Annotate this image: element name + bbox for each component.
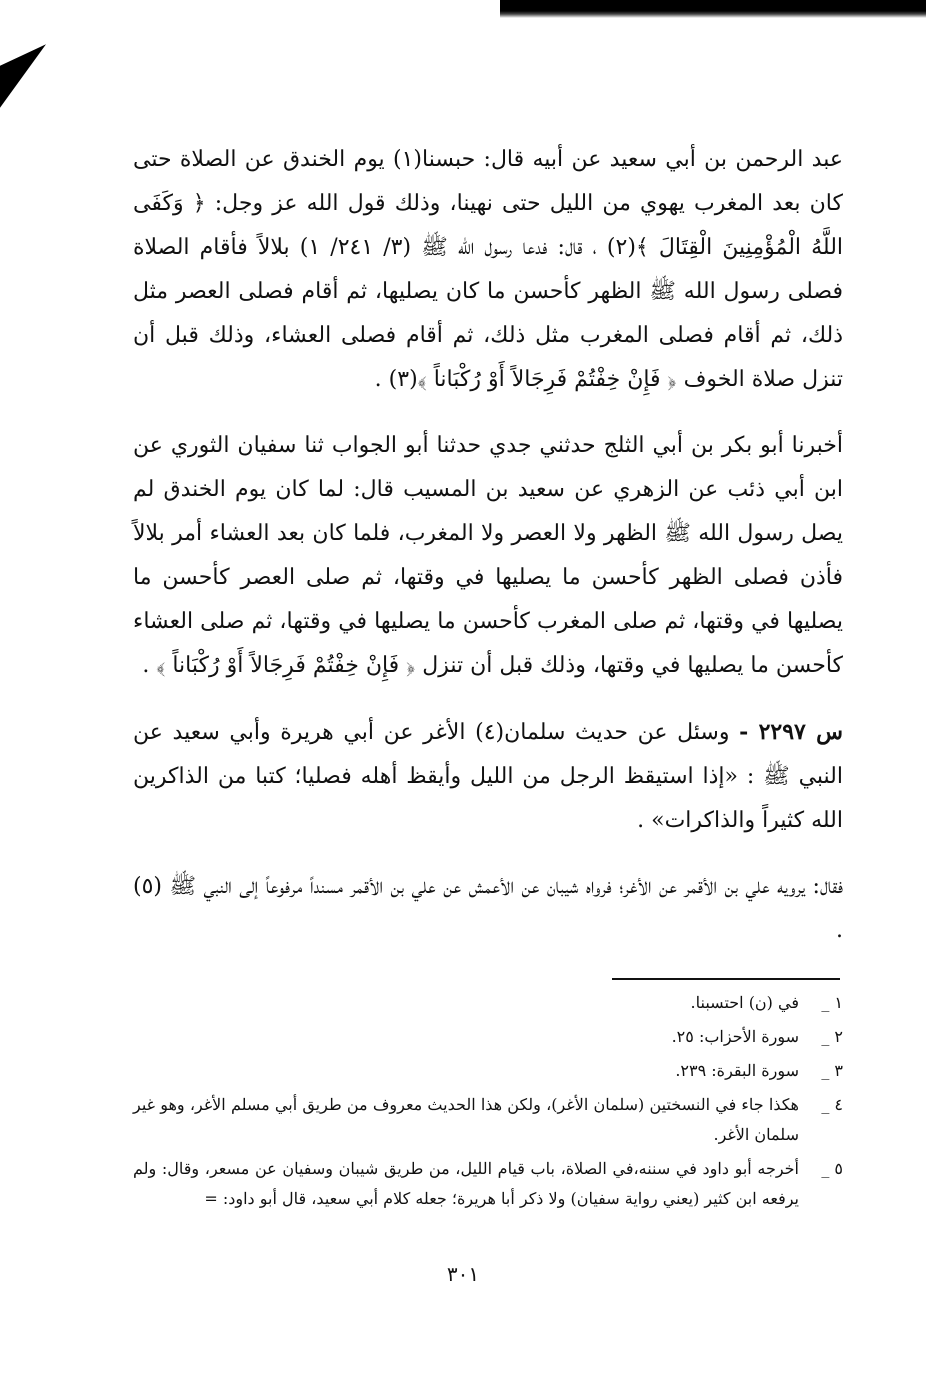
question-text: وسئل عن حديث سلمان(٤) الأغر عن أبي هريرة وأبي سعيد عن النبي ﷺ : «إذا استيقظ الرجل من الليل وأيقظ أهله فصليا؛ كتبا من الذاكرين الله كثيراً والذاكرات» . bbox=[133, 720, 844, 833]
footnote bbox=[133, 1022, 843, 1052]
scan-edge-top bbox=[500, 0, 926, 18]
footnote-number: ٥ _ bbox=[821, 1159, 843, 1178]
footnote-text: سورة الأحزاب: ٢٥. bbox=[671, 1027, 799, 1046]
footnote-text: سورة البقرة: ٢٣٩. bbox=[675, 1061, 799, 1080]
footnote-number: ٤ _ bbox=[821, 1095, 843, 1114]
paragraph-1: عبد الرحمن بن أبي سعيد عن أبيه قال: حبسنا(١) يوم الخندق عن الصلاة حتى كان بعد المغرب يهوي من الليل حتى نهينا، وذلك قول الله عز وجل: ﴿ وَكَفَى اللَّهُ الْمُؤْمِنِينَ الْقِتَالَ ﴾(٢) ، قال: فدعا رسول الله ﷺ (٣/ ٢٤١/ ١) بلالاً فأقام الصلاة فصلى رسول الله ﷺ الظهر كأحسن ما كان يصليها، ثم أقام فصلى العصر مثل ذلك، ثم أقام فصلى المغرب مثل ذلك، ثم أقام فصلى العشاء، وذلك قبل أن تنزل صلاة الخوف ﴿ فَإِنْ خِفْتُمْ فَرِجَالاً أَوْ رُكْبَاناً ﴾(٣) . bbox=[133, 147, 844, 392]
page-number: ٣٠١ bbox=[446, 1262, 480, 1286]
paragraph-2: أخبرنا أبو بكر بن أبي الثلج حدثني جدي حدثنا أبو الجواب ثنا سفيان الثوري عن ابن أبي ذئب عن الزهري عن سعيد بن المسيب قال: لما كان يوم الخندق لم يصل رسول الله ﷺ الظهر ولا العصر ولا المغرب، فلما كان بعد العشاء أمر بلالاً فأذن فصلى الظهر كأحسن ما يصليها في وقتها، ثم صلى العصر كأحسن ما يصليها في وقتها، ثم صلى المغرب كأحسن ما يصليها في وقتها، ثم صلى العشاء كأحسن ما يصليها في وقتها، وذلك قبل أن تنزل ﴿ فَإِنْ خِفْتُمْ فَرِجَالاً أَوْ رُكْبَاناً ﴾ . bbox=[133, 433, 843, 678]
footnote-text: أخرجه أبو داود في سننه،في الصلاة، باب قيام الليل، من طريق شيبان وسفيان عن مسعر، وقال: ولم يرفعه ابن كثير (يعني رواية سفيان) ولا ذكر أبا هريرة؛ جعله كلام أبي سعيد، قال أبو داود: = bbox=[133, 1159, 799, 1208]
footnote-number: ٢ _ bbox=[821, 1027, 843, 1046]
scan-edge-corner bbox=[0, 44, 46, 107]
footnote-text: هكذا جاء في النسختين (سلمان الأغر)، ولكن هذا الحديث معروف من طريق أبي مسلم الأغر، وهو غير سلمان الأغر. bbox=[133, 1095, 799, 1144]
question-paragraph bbox=[133, 710, 843, 843]
answer-paragraph: فقال: يرويه علي بن الأقمر عن الأغر؛ فرواه شيبان عن الأعمش عن علي بن الأقمر مسنداً مرفوعاً إلى النبي ﷺ (٥) . bbox=[133, 874, 843, 943]
footnote bbox=[133, 1056, 843, 1086]
main-text bbox=[133, 138, 843, 975]
footnote bbox=[133, 988, 843, 1018]
question-number: س ٢٢٩٧ - bbox=[739, 719, 844, 745]
footnote-number: ١ _ bbox=[821, 993, 843, 1012]
footnote bbox=[133, 1154, 843, 1214]
footnote-text: في (ن) احتسبنا. bbox=[690, 993, 799, 1012]
footnote bbox=[133, 1090, 843, 1150]
footnote-divider bbox=[612, 978, 840, 980]
footnotes bbox=[133, 988, 843, 1218]
footnote-number: ٣ _ bbox=[821, 1061, 843, 1080]
